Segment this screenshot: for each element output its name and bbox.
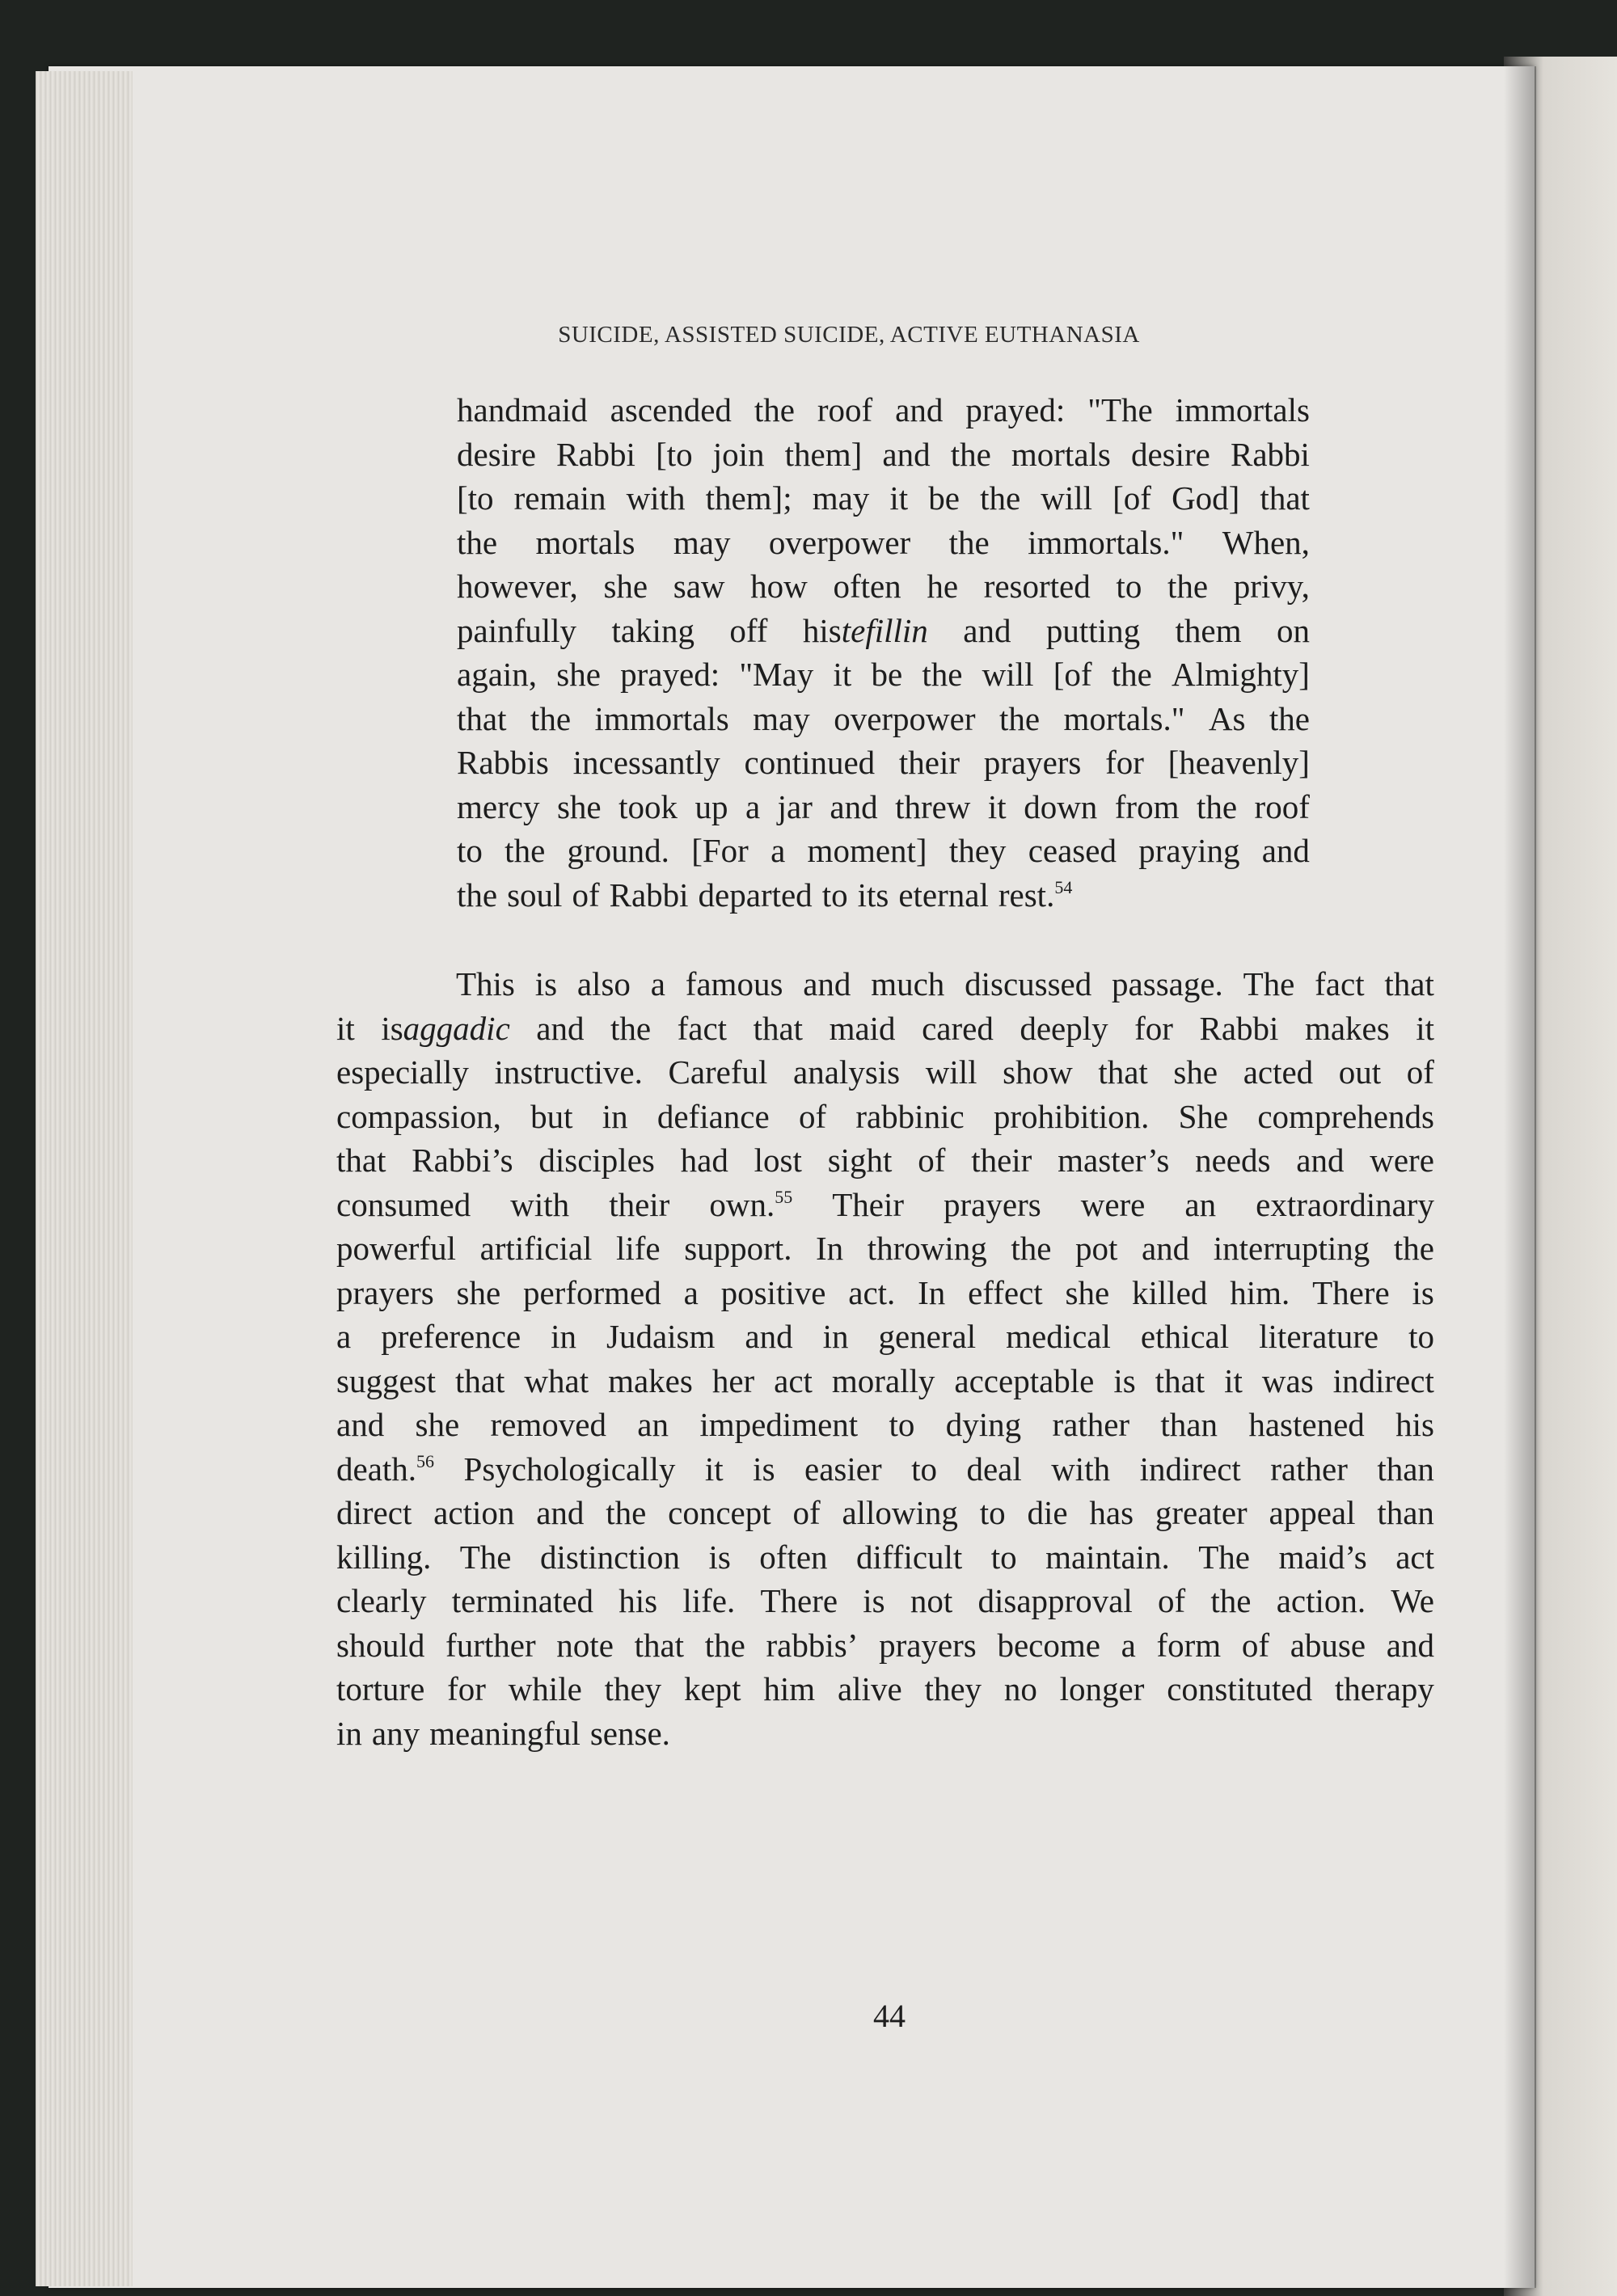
body-line: it isaggadic and the fact that maid cared deeply for Rabbi makes it bbox=[336, 1009, 1434, 1047]
block-quote bbox=[457, 388, 1310, 917]
quote-line: painfully taking off histefillin and putting them on bbox=[457, 611, 1310, 649]
page-number: 44 bbox=[873, 1998, 906, 2034]
quote-line: desire Rabbi [to join them] and the mortals desire Rabbi bbox=[457, 435, 1310, 473]
body-line: a preference in Judaism and in general medical ethical literature to bbox=[336, 1318, 1434, 1355]
quote-line: however, she saw how often he resorted to the privy, bbox=[457, 568, 1310, 605]
quote-line: the soul of Rabbi departed to its eternal rest.$^{54}$ bbox=[457, 876, 1073, 914]
body-paragraph bbox=[336, 962, 1434, 1755]
body-line: prayers she performed a positive act. In effect she killed him. There is bbox=[336, 1273, 1434, 1311]
body-line: and she removed an impediment to dying rather than hastened his bbox=[336, 1406, 1434, 1443]
quote-line: Rabbis incessantly continued their prayers for [heavenly] bbox=[457, 744, 1310, 781]
quote-line: again, she prayed: "May it be the will [of the Almighty] bbox=[457, 656, 1310, 693]
quote-line: handmaid ascended the roof and prayed: "The immortals bbox=[457, 391, 1310, 428]
quote-line: that the immortals may overpower the mortals." As the bbox=[457, 699, 1310, 737]
running-head: SUICIDE, ASSISTED SUICIDE, ACTIVE EUTHANASIA bbox=[558, 322, 1140, 348]
body-line: should further note that the rabbis’ prayers become a form of abuse and bbox=[336, 1626, 1434, 1664]
body-line: death.$^{56}$ Psychologically it is easier to deal with indirect rather than bbox=[336, 1450, 1434, 1488]
body-line: that Rabbi’s disciples had lost sight of their master’s needs and were bbox=[336, 1142, 1434, 1179]
page-stack-edges bbox=[36, 71, 133, 2286]
gutter-shadow bbox=[1504, 66, 1536, 2288]
body-line: killing. The distinction is often difficult to maintain. The maid’s act bbox=[336, 1538, 1434, 1576]
body-line: clearly terminated his life. There is not disapproval of the action. We bbox=[336, 1582, 1434, 1619]
body-line: powerful artificial life support. In throwing the pot and interrupting the bbox=[336, 1230, 1434, 1267]
body-line: compassion, but in defiance of rabbinic prohibition. She comprehends bbox=[336, 1097, 1434, 1135]
quote-line: to the ground. [For a moment] they ceased praying and bbox=[457, 832, 1310, 869]
body-line: consumed with their own.$^{55}$ Their prayers were an extraordinary bbox=[336, 1185, 1434, 1223]
body-line: especially instructive. Careful analysis will show that she acted out of bbox=[336, 1053, 1434, 1091]
quote-line: mercy she took up a jar and threw it down from the roof bbox=[457, 787, 1310, 825]
body-line: in any meaningful sense. bbox=[336, 1714, 670, 1752]
body-line: suggest that what makes her act morally acceptable is that it was indirect bbox=[336, 1361, 1434, 1399]
body-line: This is also a famous and much discussed passage. The fact that bbox=[456, 965, 1434, 1002]
body-line: torture for while they kept him alive they no longer constituted therapy bbox=[336, 1670, 1434, 1707]
quote-line: [to remain with them]; may it be the will [of God] that bbox=[457, 479, 1310, 517]
body-line: direct action and the concept of allowing to die has greater appeal than bbox=[336, 1494, 1434, 1531]
quote-line: the mortals may overpower the immortals." When, bbox=[457, 523, 1310, 561]
